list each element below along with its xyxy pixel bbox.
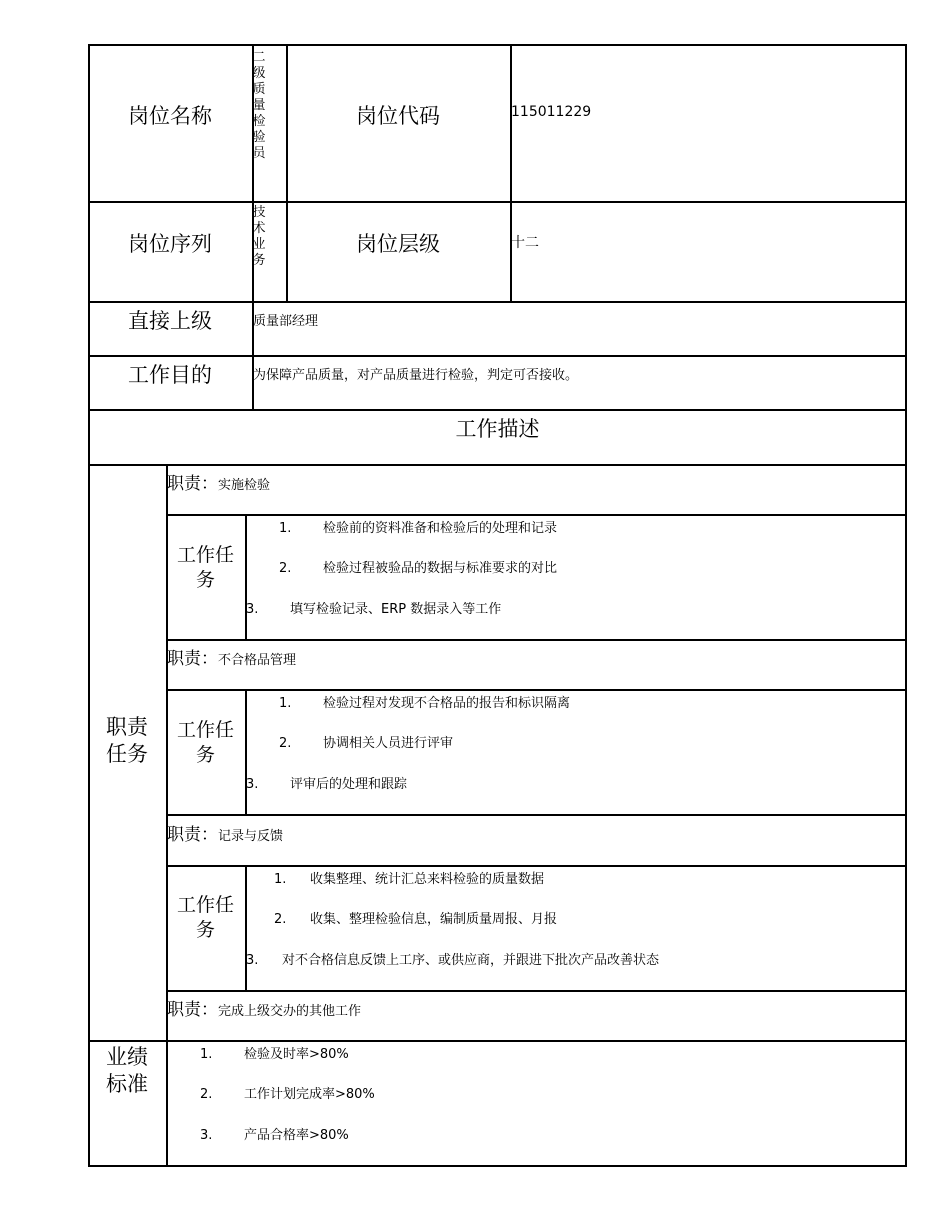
task-label: 工作任务: [176, 544, 234, 591]
list-item: 1. 检验及时率>80%: [200, 1047, 349, 1062]
position-name-label: 岗位名称: [128, 104, 212, 128]
purpose-value: 为保障产品质量，对产品质量进行检验，判定可否接收。: [253, 368, 579, 383]
list-item: 3. 填写检验记录、ERP 数据录入等工作: [246, 602, 502, 617]
performance-label: 业绩标准: [106, 1045, 148, 1096]
duty-heading: 职责：实施检验: [167, 474, 271, 494]
position-level-label: 岗位层级: [356, 232, 440, 256]
position-name-value: 二级质量检验员: [252, 50, 266, 161]
position-level-value: 十二: [511, 235, 539, 251]
supervisor-value: 质量部经理: [253, 314, 319, 329]
list-item: 3. 对不合格信息反馈上工序、或供应商，并跟进下批次产品改善状态: [246, 953, 660, 968]
list-item: 2. 检验过程被验品的数据与标准要求的对比: [279, 561, 558, 576]
position-code-value: 115011229: [511, 104, 592, 120]
position-sequence-label: 岗位序列: [128, 232, 212, 256]
purpose-label: 工作目的: [128, 363, 212, 387]
list-item: 2. 工作计划完成率>80%: [200, 1087, 375, 1102]
duty-heading: 职责：完成上级交办的其他工作: [167, 1000, 362, 1020]
list-item: 2. 协调相关人员进行评审: [279, 736, 454, 751]
duty-heading: 职责：不合格品管理: [167, 649, 297, 669]
duty-heading: 职责：记录与反馈: [167, 825, 284, 845]
task-label: 工作任务: [176, 894, 234, 941]
position-sequence-value: 技术业务: [252, 205, 266, 268]
task-label: 工作任务: [176, 719, 234, 766]
position-code-label: 岗位代码: [356, 104, 440, 128]
description-title: 工作描述: [455, 417, 540, 441]
list-item: 3. 评审后的处理和跟踪: [246, 777, 408, 792]
list-item: 2. 收集、整理检验信息，编制质量周报、月报: [274, 912, 558, 927]
list-item: 1. 收集整理、统计汇总来料检验的质量数据: [274, 872, 545, 887]
duties-label: 职责任务: [106, 715, 148, 766]
list-item: 1. 检验前的资料准备和检验后的处理和记录: [279, 521, 558, 536]
list-item: 1. 检验过程对发现不合格品的报告和标识隔离: [279, 696, 571, 711]
list-item: 3. 产品合格率>80%: [200, 1128, 349, 1143]
supervisor-label: 直接上级: [128, 309, 212, 333]
